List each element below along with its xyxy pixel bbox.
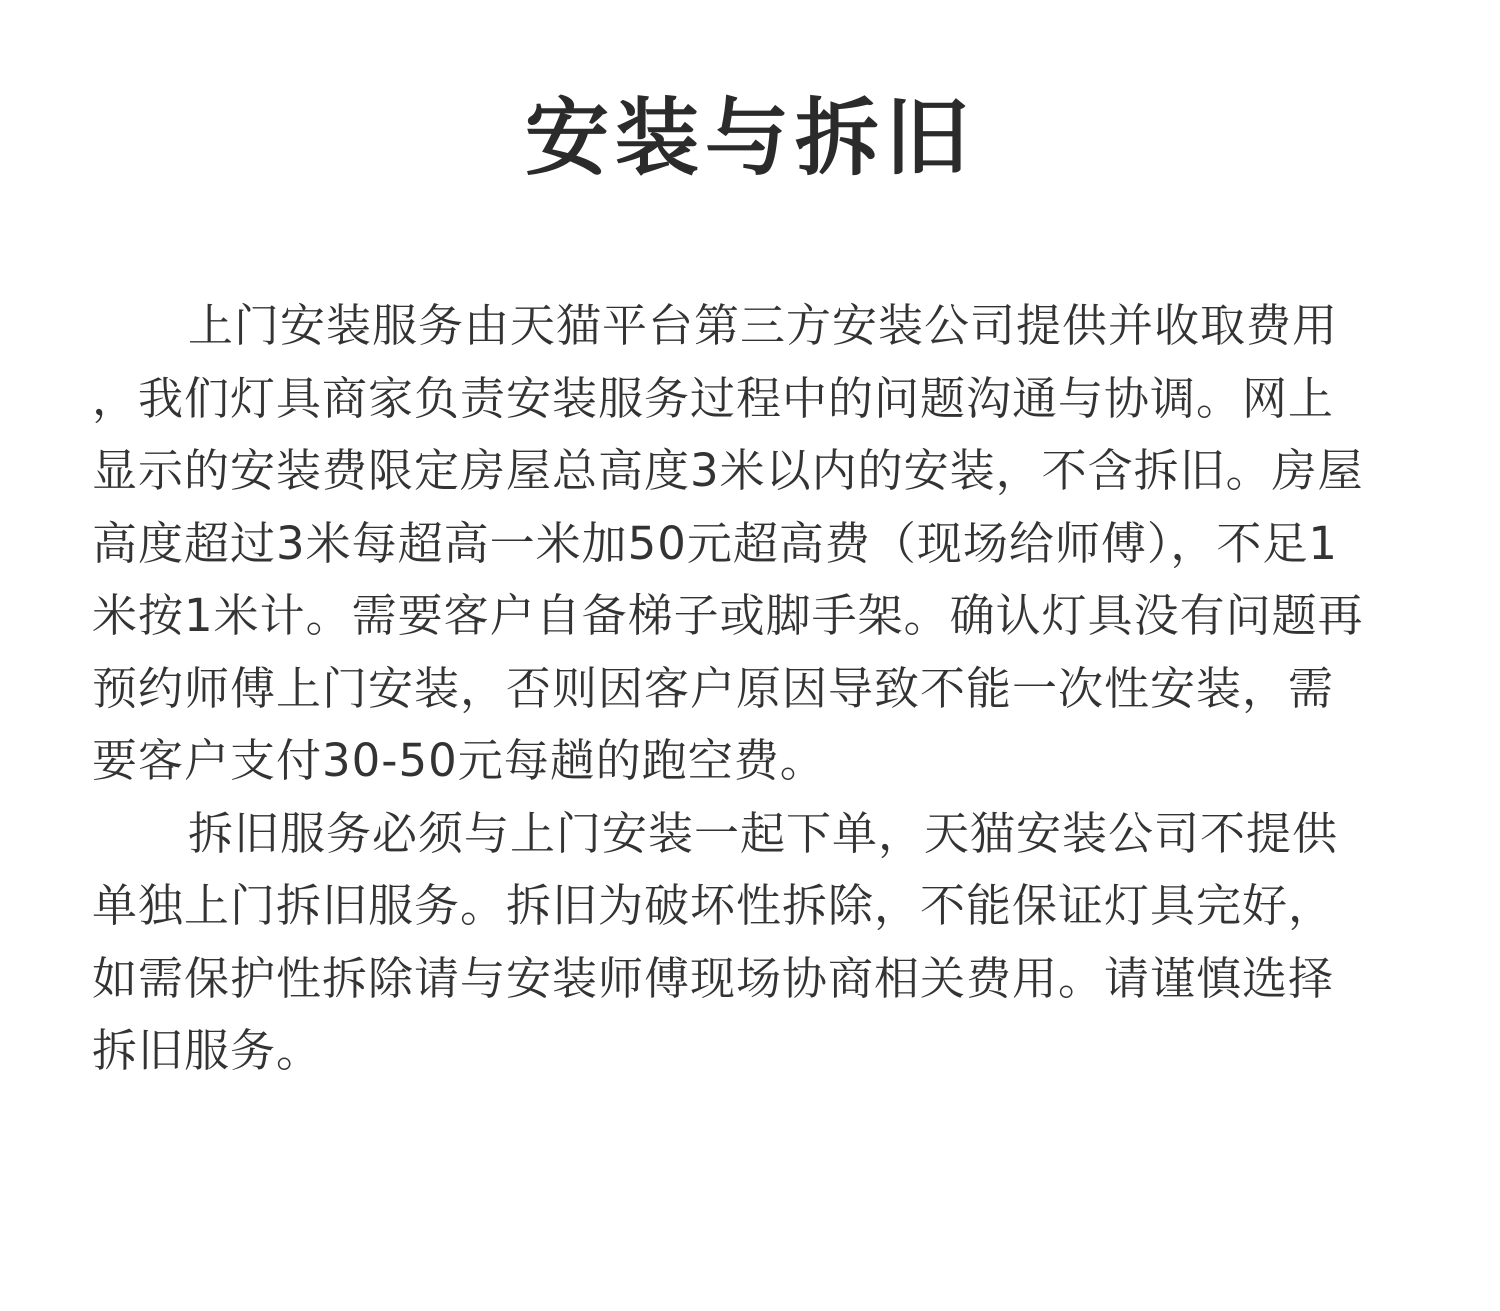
page-title: 安装与拆旧: [524, 89, 975, 187]
paragraph-line: 拆旧服务。: [92, 1024, 323, 1077]
paragraph-line: 单独上门拆旧服务。拆旧为破坏性拆除，不能保证灯具完好，: [92, 879, 1335, 932]
paragraph-line: 显示的安装费限定房屋总高度3米以内的安装，不含拆旧。房屋: [92, 444, 1364, 497]
paragraph-installation: [92, 290, 1422, 798]
paragraph-removal: [92, 798, 1422, 1088]
paragraph-line: ，我们灯具商家负责安装服务过程中的问题沟通与协调。网上: [92, 371, 1335, 425]
body-text: [92, 290, 1422, 1088]
paragraph-line: 如需保护性拆除请与安装师傅现场协商相关费用。请谨慎选择: [92, 951, 1335, 1005]
paragraph-line: 预约师傅上门安装，否则因客户原因导致不能一次性安装，需: [92, 661, 1335, 715]
paragraph-line: 要客户支付30-50元每趟的跑空费。: [92, 734, 826, 787]
paragraph-line: 上门安装服务由天猫平台第三方安装公司提供并收取费用: [188, 299, 1339, 352]
paragraph-line: 拆旧服务必须与上门安装一起下单，天猫安装公司不提供: [188, 806, 1339, 860]
paragraph-line: 米按1米计。需要客户自备梯子或脚手架。确认灯具没有问题再: [92, 589, 1364, 642]
paragraph-line: 高度超过3米每超高一米加50元超高费（现场给师傅），不足1: [92, 516, 1339, 570]
